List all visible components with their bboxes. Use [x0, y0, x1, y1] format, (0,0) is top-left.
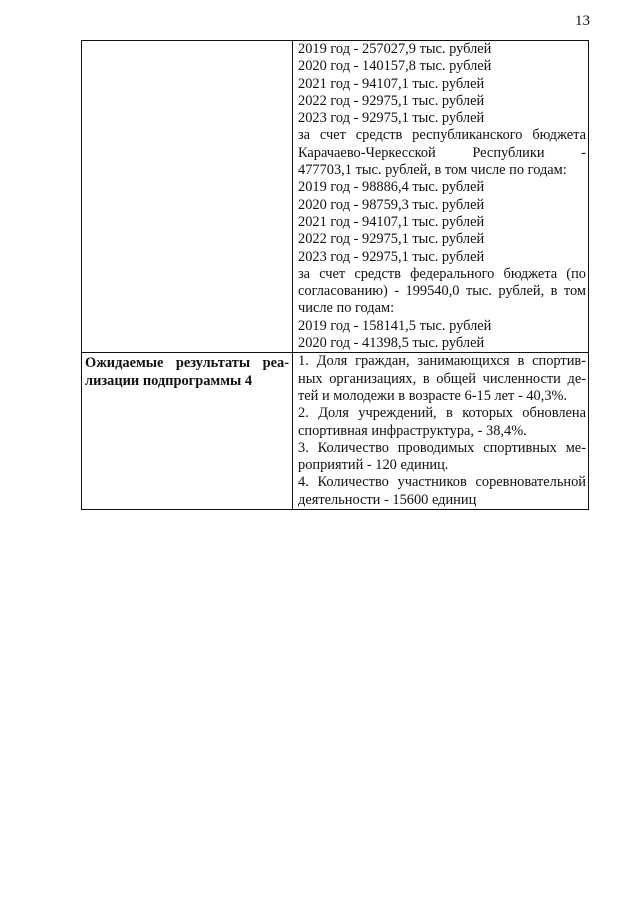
republic-line-2019: 2019 год - 98886,4 тыс. рублей: [298, 179, 485, 196]
result-item-1-line-3: тей и молодежи в возрасте 6-15 лет - 40,3%.: [298, 387, 568, 404]
funding-label-cell: [82, 41, 293, 353]
funding-line-2022: 2022 год - 92975,1 тыс. рублей: [298, 92, 485, 109]
results-label-line-2: лизации подпрограммы 4: [85, 372, 253, 389]
results-label-cell: [82, 353, 293, 510]
republic-budget-intro-line-1: за счет средств республиканского бюджета: [298, 127, 586, 144]
republic-line-2021: 2021 год - 94107,1 тыс. рублей: [298, 213, 485, 230]
results-label-line-1: Ожидаемые результаты реа-: [85, 355, 289, 372]
result-item-4-line-2: деятельности - 15600 единиц: [298, 491, 477, 508]
federal-budget-intro-line-1: за счет средств федерального бюджета (по: [298, 265, 586, 282]
federal-line-2020: 2020 год - 41398,5 тыс. рублей: [298, 335, 485, 352]
result-item-2-line-1: 2. Доля учреждений, в которых обновлена: [298, 405, 586, 422]
page-number: 13: [575, 13, 590, 29]
funding-line-2020: 2020 год - 140157,8 тыс. рублей: [298, 58, 492, 75]
result-item-1-line-1: 1. Доля граждан, занимающихся в спортив-: [298, 353, 586, 370]
republic-line-2023: 2023 год - 92975,1 тыс. рублей: [298, 248, 485, 265]
result-item-3-line-2: роприятий - 120 единиц.: [298, 457, 449, 474]
republic-budget-intro-line-3: 477703,1 тыс. рублей, в том числе по годам:: [298, 162, 567, 179]
federal-budget-intro-line-2: согласованию) - 199540,0 тыс. рублей, в том: [298, 283, 586, 300]
result-item-3: [298, 440, 586, 475]
republic-budget-intro-line-2: Карачаево-Черкесской Республики -: [298, 144, 586, 161]
results-row: [82, 353, 589, 510]
result-item-1-line-2: ных организациях, в общей численности де-: [298, 370, 586, 387]
funding-row: [82, 41, 589, 353]
funding-value-cell: [293, 41, 589, 353]
federal-line-2019: 2019 год - 158141,5 тыс. рублей: [298, 317, 492, 334]
result-item-2: [298, 405, 586, 440]
federal-budget-intro-line-3: числе по годам:: [298, 300, 395, 317]
results-label: [85, 355, 289, 390]
result-item-2-line-2: спортивная инфраструктура, - 38,4%.: [298, 422, 527, 439]
funding-line-2021: 2021 год - 94107,1 тыс. рублей: [298, 75, 485, 92]
result-item-1: [298, 353, 586, 405]
republic-line-2022: 2022 год - 92975,1 тыс. рублей: [298, 231, 485, 248]
republic-line-2020: 2020 год - 98759,3 тыс. рублей: [298, 196, 485, 213]
result-item-4: [298, 474, 586, 509]
result-item-4-line-1: 4. Количество участников соревновательной: [298, 474, 586, 491]
result-item-3-line-1: 3. Количество проводимых спортивных ме-: [298, 439, 586, 456]
subprogram-passport-table: [81, 40, 589, 510]
funding-line-2023: 2023 год - 92975,1 тыс. рублей: [298, 110, 485, 127]
funding-line-2019: 2019 год - 257027,9 тыс. рублей: [298, 41, 492, 57]
results-value-cell: [293, 353, 589, 510]
